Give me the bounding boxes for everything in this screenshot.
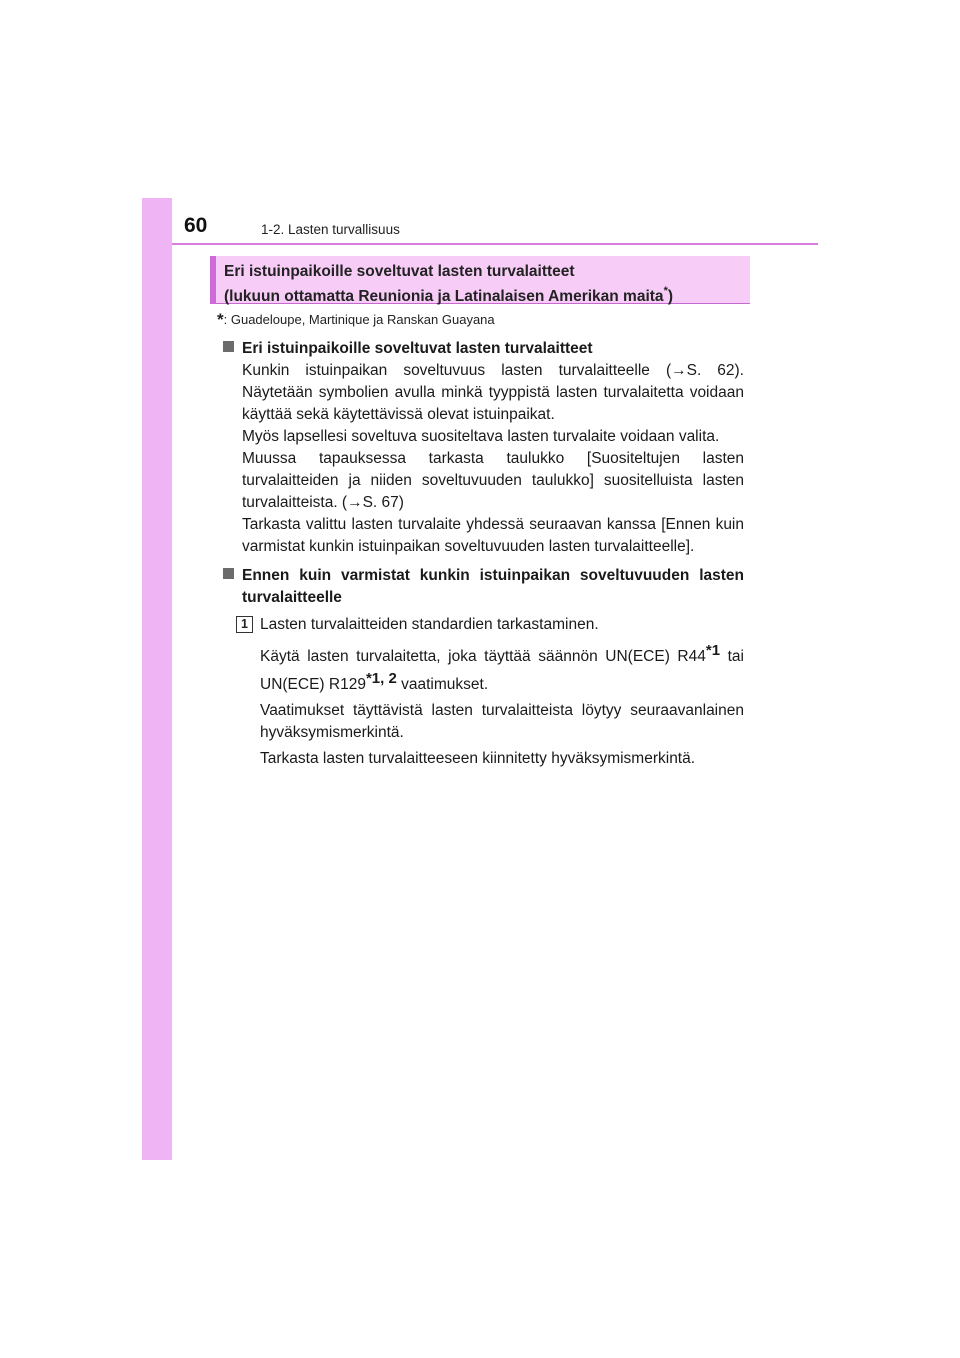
footnote-ref: *1, 2 (365, 670, 397, 688)
page-number: 60 (184, 214, 208, 237)
footnote-text: : Guadeloupe, Martinique ja Ranskan Guayana (223, 312, 495, 327)
section-heading-1-text: Eri istuinpaikoille soveltuvat lasten turvalaitteet (242, 340, 593, 357)
step-1 (220, 614, 744, 636)
footnote-marker: * (217, 310, 224, 329)
section-heading-1 (220, 338, 744, 360)
step-text: vaatimukset. (396, 676, 489, 694)
step-paragraph (220, 640, 744, 696)
topic-banner (210, 256, 750, 304)
side-strip (142, 198, 172, 1160)
step-title: Lasten turvalaitteiden standardien tarkastaminen. (260, 616, 599, 633)
step-paragraph: Tarkasta lasten turvalaitteeseen kiinnitetty hyväksymismerkintä. (260, 750, 696, 768)
banner-line-1: Eri istuinpaikoille soveltuvat lasten turvalaitteet (224, 263, 575, 280)
banner-line-2-close: ) (667, 288, 674, 306)
section-title: 1-2. Lasten turvallisuus (261, 222, 400, 237)
footnote-ref: *1 (705, 642, 721, 659)
section-heading-2 (220, 565, 744, 609)
paragraph: Muussa tapauksessa tarkasta taulukko [Suositeltujen lasten turvalaitteiden ja niiden soveltuvuuden taulukko] suositelluista lasten turvalaitteista. (→S. 67) (242, 450, 744, 511)
banner-line-2-text: (lukuun ottamatta Reunionia ja Latinalaisen Amerikan maita (224, 288, 664, 306)
square-bullet-icon (223, 341, 234, 352)
paragraph: Kunkin istuinpaikan soveltuvuus lasten turvalaitteelle (→S. 62). Näytetään symbolien avulla minkä tyyppistä lasten turvalaitetta voidaan käyttää sekä käytettävissä olevat istuinpaikat. (242, 362, 744, 423)
main-content (220, 338, 744, 770)
step-paragraph: Vaatimukset täyttävistä lasten turvalaitteista löytyy seuraavanlainen hyväksymismerkintä. (260, 702, 744, 742)
paragraph: Tarkasta valittu lasten turvalaite yhdessä seuraavan kanssa [Ennen kuin varmistat kunkin istuinpaikan soveltuvuuden lasten turvalaitteelle]. (242, 516, 744, 555)
banner-line-2 (224, 282, 750, 307)
banner-footnote-marker: * (663, 285, 668, 297)
square-bullet-icon (223, 568, 234, 579)
header-rule (172, 243, 818, 245)
step-text: Käytä lasten turvalaitetta, joka täyttää säännön UN(ECE) R44 (260, 648, 706, 666)
footnote (217, 312, 495, 332)
section-heading-2-text: Ennen kuin varmistat kunkin istuinpaikan soveltuvuuden lasten turvalaitteelle (242, 567, 744, 606)
step-number-badge: 1 (236, 616, 253, 633)
paragraph: Myös lapsellesi soveltuva suositeltava lasten turvalaite voidaan valita. (242, 428, 720, 445)
step-text: tai UN(ECE) R129 (260, 648, 744, 694)
